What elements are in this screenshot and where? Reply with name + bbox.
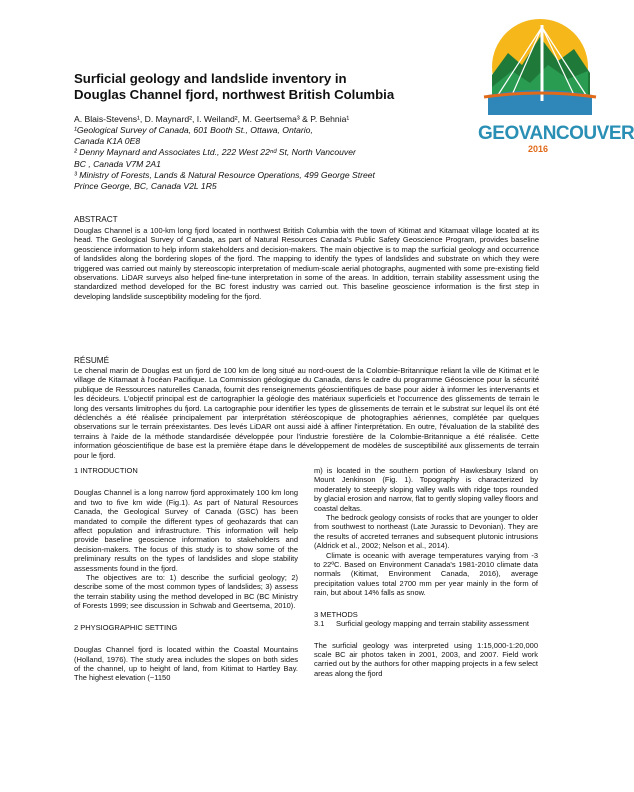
abstract-text: Douglas Channel is a 100-km long fjord located in northwest British Columbia with the town of Kitimat and Kitamaat village located at its head. The Geological Survey of Canada, as part of Natural Resources Canada's Public Safety Geoscience Program, provides baseline geoscience information to help inform stakeholders and decision-makers. The main objective is to map the surficial geology and occurrence of landslides along the bordering slopes of the fjord. The mapping to identify the types of landslides and substrate on which they were triggered was carried out mainly by stereoscopic interpretation of medium-scale aerial photographs, augmented with some pre-existing field observations. LiDAR surveys also helped fine-tune interpretation in some of the areas. In addition, terrain stability assessment using the standardized method developed for the BC forest industry was carried out. This baseline geoscience information is the first step in developing landslide susceptibility modeling for the fjord. — [74, 226, 539, 301]
geovancouver-logo — [478, 15, 634, 157]
logo-year: 2016 — [527, 144, 549, 154]
affiliation-line: Prince George, BC, Canada V2L 1R5 — [74, 181, 217, 192]
paper-title — [74, 71, 434, 102]
right-column — [314, 466, 538, 678]
affiliation-line: Canada K1A 0E8 — [74, 136, 141, 147]
title-line-2: Douglas Channel fjord, northwest British Columbia — [74, 86, 395, 102]
title-line-1: Surficial geology and landslide inventory in — [74, 71, 347, 86]
abstract-heading: ABSTRACT — [74, 215, 118, 224]
physiographic-paragraph-1: Douglas Channel fjord is located within the Coastal Mountains (Holland, 1976). The study area includes the slopes on both sides of the channel, up to height of land, from Kitimat to Hartley Bay. The highest elevation (~1150 — [74, 645, 298, 683]
subsection-heading-3-1 — [314, 619, 538, 628]
logo-wordmark: GEOVANCOUVER — [478, 123, 634, 144]
affiliation-line: ² Denny Maynard and Associates Ltd., 222 West 22ⁿᵈ St, North Vancouver — [74, 147, 356, 158]
resume-text: Le chenal marin de Douglas est un fjord de 100 km de long situé au nord-ouest de la Colombie-Britannique reliant la ville de Kitimat et le village de Kitamaat à l'océan Pacifique. La Commission géologique du Canada, dans le cadre du programme Géoscience pour la sécurité publique de Ressources naturelles Canada, fournit des renseignements géoscientifiques de base pour aider à informer les intervenants et les décideurs. L'objectif principal est de cartographier la géologie des matériaux superficiels et l'occurrence des glissements de terrain le long des versants limitrophes du fjord. La cartographie pour identifier les types de glissements de terrain et le substrat sur lequel ils ont été déclenchés a été réalisée principalement par interprétation stéréoscopique de photographies aériennes, complétée par quelques observations sur le terrain préexistantes. Des levés LiDAR ont aussi aidé à affiner l'interprétation. En outre, l'évaluation de la stabilité des terrains à l'aide de la méthode standardisée développée pour l'industrie forestière de la Colombie-Britannique a été réalisée. Cette information géoscientifique de base est la première étape dans le développement de modèles de susceptibilité aux glissements de terrain pour le fjord. — [74, 366, 539, 460]
affiliation-line: BC , Canada V7M 2A1 — [74, 158, 161, 169]
section-heading-methods: 3 METHODS — [314, 609, 358, 619]
subsection-title: Surficial geology mapping and terrain stability assessment — [336, 619, 530, 629]
author-list: A. Blais-Stevens¹, D. Maynard², I. Weiland², M. Geertsema³ & P. Behnia¹ — [74, 114, 350, 124]
affiliation-line: ³ Ministry of Forests, Lands & Natural Resource Operations, 499 George Street — [74, 169, 375, 180]
logo-emblem-icon — [478, 15, 598, 123]
intro-paragraph-2: The objectives are to: 1) describe the surficial geology; 2) describe some of the most common types of landslides; 3) assess the terrain stability using the method developed in BC (BC Ministry of Forests 1999; see discussion in Schwab and Geertsema, 2010). — [74, 573, 298, 611]
physiographic-paragraph-2: m) is located in the southern portion of Hawkesbury Island on Mount Jenkinson (Fig. 1). Topography is characterized by moderately to steeply sloping valley walls with ridge tops rounded by glacial erosion and narrow, flat to gently sloping valley floors and coastal deltas. — [314, 466, 538, 513]
resume-heading: RÉSUMÉ — [74, 356, 110, 365]
affiliations — [74, 125, 474, 192]
subsection-number: 3.1 — [314, 619, 325, 629]
intro-paragraph-1: Douglas Channel is a long narrow fjord approximately 100 km long and two to five km wide (Fig.1). As part of Natural Resources Canada, the Geological Survey of Canada (GSC) has been mandated to compile the different types of geohazards that can affect population and infrastructure. This information will help provide baseline geoscience information to stakeholders and decision-makers. The focus of this study is to show some of the preliminary results on the types of landslides and slope stability assessments found in the fjord. — [74, 488, 298, 573]
affiliation-line: ¹Geological Survey of Canada, 601 Booth St., Ottawa, Ontario, — [74, 125, 313, 135]
section-heading-introduction: 1 INTRODUCTION — [74, 466, 138, 475]
methods-paragraph-1: The surficial geology was interpreted using 1:15,000-1:20,000 scale BC air photos taken in 2001, 2003, and 2007. Field work carried out by the authors for other mapping projects in a few select areas along the fjord — [314, 640, 538, 678]
bedrock-paragraph: The bedrock geology consists of rocks that are younger to older from southwest to northeast (Late Jurassic to Devonian). They are the results of accreted terranes and subsequent plutonic intrusions (Aldrick et al., 2002; Nelson et al., 2014). — [314, 513, 538, 551]
section-heading-physiographic: 2 PHYSIOGRAPHIC SETTING — [74, 622, 178, 632]
climate-paragraph: Climate is oceanic with average temperatures varying from -3 to 22ºC. Based on Environment Canada's 1981-2010 climate data normals (Kitimat, Environment Canada, 2016), average precipitation values total 2700 mm per year mainly in the form of rain, but about 14% falls as snow. — [314, 550, 538, 598]
left-column — [74, 466, 298, 683]
